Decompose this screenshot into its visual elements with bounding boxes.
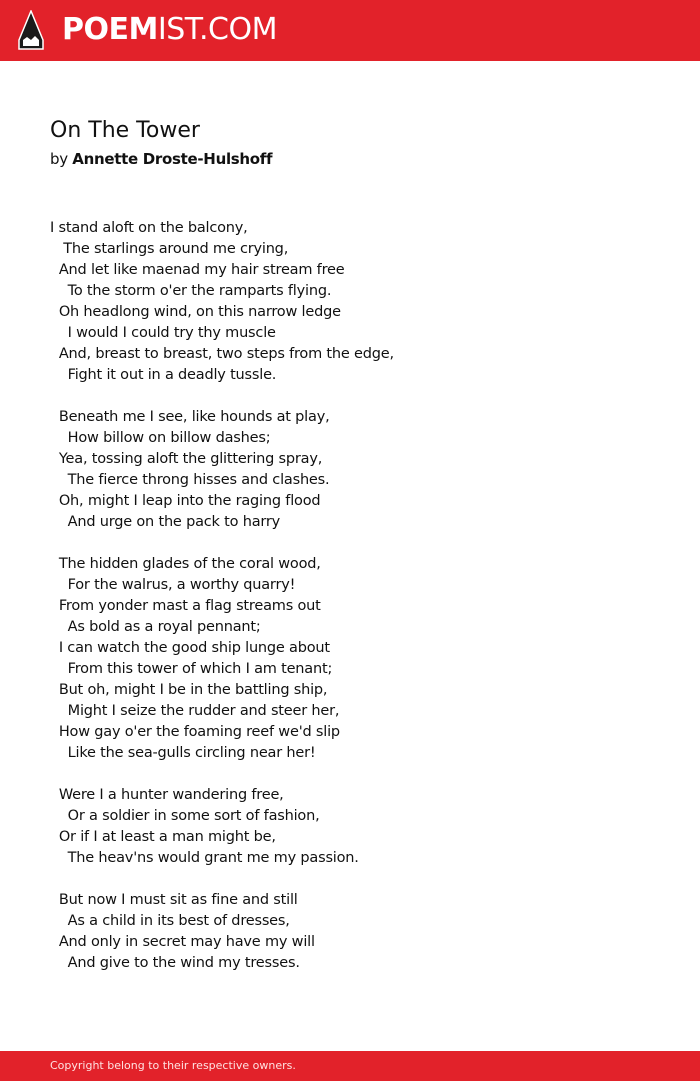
poem-line: And urge on the pack to harry <box>50 514 281 530</box>
poem-line: The hidden glades of the coral wood, <box>50 556 321 572</box>
poem-line: But oh, might I be in the battling ship, <box>50 682 328 698</box>
logo-light-text: IST.COM <box>157 12 277 47</box>
poem-line: I stand aloft on the balcony, <box>50 220 248 236</box>
poem-line: Or if I at least a man might be, <box>50 829 276 845</box>
stanza <box>50 407 650 533</box>
site-footer <box>0 1051 700 1081</box>
poem-line: The heav'ns would grant me my passion. <box>50 850 359 866</box>
stanza <box>50 218 650 386</box>
poem-line: Like the sea-gulls circling near her! <box>50 745 316 761</box>
poem-line: Beneath me I see, like hounds at play, <box>50 409 330 425</box>
by-label: by <box>50 150 68 168</box>
poem-line: As bold as a royal pennant; <box>50 619 261 635</box>
byline <box>50 148 272 170</box>
poem-line: From this tower of which I am tenant; <box>50 661 333 677</box>
author-name[interactable]: Annette Droste-Hulshoff <box>72 150 273 168</box>
poem-line: The starlings around me crying, <box>50 241 289 257</box>
poem-line: How gay o'er the foaming reef we'd slip <box>50 724 340 740</box>
poem-line: And only in secret may have my will <box>50 934 315 950</box>
poem-line: For the walrus, a worthy quarry! <box>50 577 296 593</box>
poem-line: Fight it out in a deadly tussle. <box>50 367 277 383</box>
site-header <box>0 0 700 61</box>
poem-line: I can watch the good ship lunge about <box>50 640 330 656</box>
poem-line: Yea, tossing aloft the glittering spray, <box>50 451 323 467</box>
stanza <box>50 785 650 869</box>
poem-line: Were I a hunter wandering free, <box>50 787 284 803</box>
poem-line: Oh, might I leap into the raging flood <box>50 493 321 509</box>
logo-bold-text: POEM <box>62 12 158 47</box>
poem-line: Might I seize the rudder and steer her, <box>50 703 340 719</box>
poem-line: How billow on billow dashes; <box>50 430 271 446</box>
poem-line: From yonder mast a flag streams out <box>50 598 321 614</box>
stanza <box>50 890 650 974</box>
poem-line: And give to the wind my tresses. <box>50 955 300 971</box>
stanza <box>50 554 650 764</box>
poem-line: As a child in its best of dresses, <box>50 913 290 929</box>
site-logo[interactable] <box>62 12 277 48</box>
poem-line: But now I must sit as fine and still <box>50 892 298 908</box>
poem-line: Or a soldier in some sort of fashion, <box>50 808 320 824</box>
poem-line: And let like maenad my hair stream free <box>50 262 345 278</box>
poem-line: Oh headlong wind, on this narrow ledge <box>50 304 341 320</box>
poem-line: The fierce throng hisses and clashes. <box>50 472 330 488</box>
copyright-notice: Copyright belong to their respective owners. <box>50 1059 296 1072</box>
poem-line: To the storm o'er the ramparts flying. <box>50 283 332 299</box>
poem-line: And, breast to breast, two steps from the edge, <box>50 346 394 362</box>
poem-title: On The Tower <box>50 118 200 143</box>
pencil-tip-icon[interactable] <box>18 10 44 50</box>
poem-body <box>50 218 650 995</box>
poem-line: I would I could try thy muscle <box>50 325 276 341</box>
